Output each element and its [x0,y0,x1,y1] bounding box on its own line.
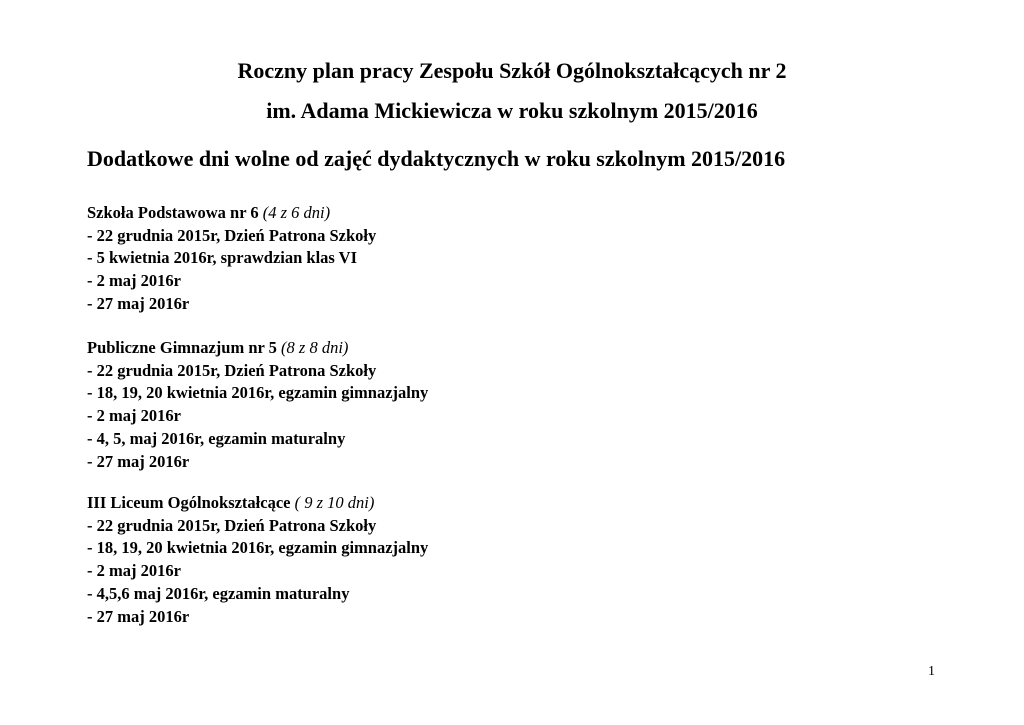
list-item: - 4,5,6 maj 2016r, egzamin maturalny [87,583,350,603]
section-gimnazjum [87,337,428,473]
document-subtitle: Dodatkowe dni wolne od zajęć dydaktycznych w roku szkolnym 2015/2016 [87,146,786,171]
list-item: - 18, 19, 20 kwietnia 2016r, egzamin gimnazjalny [87,383,429,403]
section-note: (8 z 8 dni) [281,338,349,357]
section-note: ( 9 z 10 dni) [294,493,375,512]
section-note: (4 z 6 dni) [262,203,331,222]
list-item: - 18, 19, 20 kwietnia 2016r, egzamin gimnazjalny [87,538,429,558]
list-item: - 2 maj 2016r [87,406,181,426]
section-name: III Liceum Ogólnokształcące [87,493,291,512]
list-item: - 22 grudnia 2015r, Dzień Patrona Szkoły [87,360,377,380]
section-liceum [87,492,428,628]
section-heading [87,337,428,360]
section-name: Szkoła Podstawowa nr 6 [87,203,259,222]
list-item: - 5 kwietnia 2016r, sprawdzian klas VI [87,248,358,268]
list-item: - 22 grudnia 2015r, Dzień Patrona Szkoły [87,515,377,535]
document-title-line-1: Roczny plan pracy Zespołu Szkół Ogólnokształcących nr 2 [237,58,787,83]
document-title-line-2: im. Adama Mickiewicza w roku szkolnym 2015/2016 [266,98,758,123]
list-item: - 27 maj 2016r [87,451,190,471]
list-item: - 22 grudnia 2015r, Dzień Patrona Szkoły [87,225,377,245]
list-item: - 2 maj 2016r [87,561,181,581]
list-item: - 2 maj 2016r [87,271,181,291]
section-heading [87,492,428,515]
list-item: - 4, 5, maj 2016r, egzamin maturalny [87,428,346,448]
list-item: - 27 maj 2016r [87,293,190,313]
section-heading [87,202,376,225]
page-number: 1 [928,664,935,679]
section-szkola-podstawowa [87,202,376,316]
list-item: - 27 maj 2016r [87,606,190,626]
section-name: Publiczne Gimnazjum nr 5 [87,338,277,357]
